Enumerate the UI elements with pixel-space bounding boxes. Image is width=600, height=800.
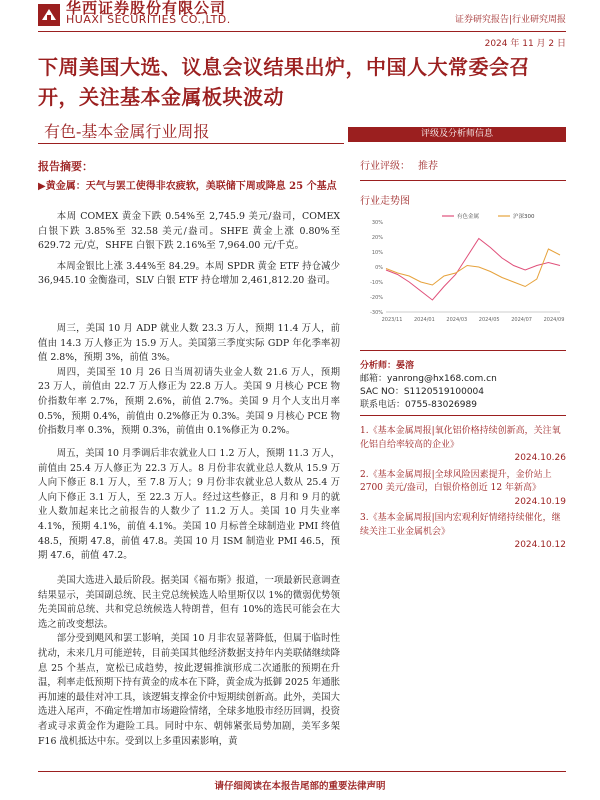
analyst-email[interactable]: 邮箱：yanrong@hx168.com.cn [360, 374, 497, 384]
series-line-2 [386, 249, 560, 287]
y-tick-label: -10% [370, 280, 383, 286]
chart-divider [360, 350, 566, 351]
related-report-title: 3.《基本金属周报|国内宏观利好情绪持续催化，继续关注工业金属机会》 [360, 513, 561, 537]
x-tick-label: 2024/05 [478, 317, 500, 323]
report-subtitle: 有色-基本金属行业周报 [44, 122, 210, 141]
analyst-name: 晏溶 [396, 361, 415, 371]
related-report-date: 2024.10.26 [514, 453, 566, 463]
related-report-title: 1.《基本金属周报|氧化铝价格持续创新高，关注氧化铝自给率较高的企业》 [360, 426, 561, 450]
related-report-date: 2024.10.19 [514, 496, 566, 507]
trend-chart-svg [360, 208, 566, 328]
analyst-phone: 联系电话：0755-83026989 [360, 400, 477, 410]
y-tick-label: 10% [371, 250, 383, 256]
paragraph: 本周金银比上涨 3.44%至 84.29。本周 SPDR 黄金 ETF 持仓减少 36,945.10 金衡盎司，SLV 白银 ETF 持仓增加 2,461,812.20 盎司。 [38, 260, 340, 287]
x-tick-label: 2023/11 [381, 317, 403, 323]
paragraph: 周四，美国至 10 月 26 日当周初请失业金人数 21.6 万人，预期 23 万人，前值由 22.7 万人修正为 22.8 万人。美国 9 月核心 PCE 物价指数年率 2.7%，预期 2.6%，前值 2.7%。美国 9 月个人支出月率 0.5%，预期 0.4%，前值由 0.2%修正为 0.3%。美国 9 月核心 PCE 物价指数月率 0.3%，预期 0.3%，前值由 0.1%修正为 0.2%。 [38, 366, 340, 437]
paragraph: 本周 COMEX 黄金下跌 0.54%至 2,745.9 美元/盎司，COMEX 白银下跌 3.85%至 32.58 美元/盎司。SHFE 黄金上涨 0.80%至 629.72 元/克，SHFE 白银下跌 2.16%至 7,964.00 元/千克。 [38, 211, 340, 252]
company-name-en: HUAXI SECURITIES CO.,LTD. [66, 13, 231, 26]
related-report-item[interactable] [360, 512, 566, 553]
related-reports [360, 425, 566, 556]
header-divider [38, 31, 566, 32]
analyst-sac: SAC NO：S1120519100004 [360, 387, 484, 397]
paragraph: 部分受到飓风和罢工影响，美国 10 月非农显著降低，但属于临时性扰动，未来几月可能逆转，目前美国其他经济数据支持年内美联储继续降息 25 个基点，宽松已成趋势，按此逻辑推演形成二次通胀的预期在升温，利率走低预期下持有黄金的成本在下降，黄金成为抵御 2025 年通胀再加速的最佳对冲工具，该逻辑支撑金价中短期续创新高。此外，美国大选进入尾声，不确定性增加市场避险情绪，全球多地股市经历回调，投资者或寻求黄金作为避险工具。同时中东、朝韩紧张局势加剧，美军多架 F16 战机抵达中东。受到以上多重因素影响，黄 [38, 633, 340, 747]
related-report-item[interactable] [360, 425, 566, 466]
industry-rating [360, 157, 446, 172]
paragraph: 周三，美国 10 月 ADP 就业人数 23.3 万人，预期 11.4 万人，前值由 14.3 万人修正为 15.9 万人。美国第三季度实际 GDP 年化季率初值 2.8%，预期 3%，前值 3%。 [38, 323, 340, 364]
company-name-cn: 华西证券股份有限公司 [66, 0, 227, 17]
company-logo-icon [38, 4, 60, 26]
paragraph: 周五，美国 10 月季调后非农就业人口 1.2 万人，预期 11.3 万人，前值由 25.4 万人修正为 22.3 万人。8 月份非农就业总人数从 15.9 万人向下修正 8.1 万人，至 7.8 万人；9 月份非农就业总人数从 25.4 万人向下修正 3.1 万人，至 22.3 万人。经过这些修正，8 月和 9 月的就业人数加起来比之前报告的人数少了 11.2 万人。美国 10 月失业率 4.1%，预期 4.1%，前值 4.1%。美国 10 月标普全球制造业 PMI 终值 48.5，预期 47.8，前值 47.8。美国 10 月 ISM 制造业 PMI 46.5，预期 47.6，前值 47.2。 [38, 448, 340, 562]
subtitle-divider [38, 143, 344, 144]
trend-chart [360, 208, 566, 328]
y-tick-label: -30% [370, 310, 383, 316]
analyst-divider [360, 415, 566, 416]
rating-value: 推荐 [418, 161, 438, 172]
x-tick-label: 2024/09 [543, 317, 565, 323]
summary-body-1 [38, 210, 340, 289]
related-report-date: 2024.10.12 [514, 540, 566, 550]
related-report-title: 2.《基本金属周报|全球风险因素提升，金价站上 2700 美元/盎司，白银价格创近 12 年新高》 [360, 469, 552, 493]
report-type: 证券研究报告|行业研究周报 [454, 15, 566, 25]
summary-body-2 [38, 322, 340, 439]
x-tick-label: 2024/01 [414, 317, 435, 323]
x-tick-label: 2024/07 [511, 317, 532, 323]
y-tick-label: 20% [371, 235, 383, 241]
trend-chart-title: 行业走势图 [360, 196, 410, 207]
analyst-label: 分析师： [360, 361, 397, 371]
summary-body-3 [38, 447, 340, 564]
y-tick-label: 0% [375, 265, 383, 271]
paragraph: 美国大选进入最后阶段。据美国《福布斯》报道，一项最新民意调查结果显示，美国副总统、民主党总统候选人哈里斯仅以 1%的微弱优势领先美国前总统、共和党总统候选人特朗普，但有 10%的选民可能会在大选之前改变想法。 [38, 575, 340, 630]
y-tick-label: -20% [370, 295, 383, 301]
related-report-item[interactable] [360, 469, 566, 510]
report-title: 下周美国大选、议息会议结果出炉，中国人大常委会召开，关注基本金属板块波动 [38, 55, 530, 109]
rating-divider [360, 180, 566, 181]
side-panel-header: 评级及分析师信息 [348, 127, 566, 142]
x-tick-label: 2024/03 [446, 317, 468, 323]
rating-label: 行业评级： [360, 161, 410, 172]
footer-disclaimer: 请仔细阅读在本报告尾部的重要法律声明 [214, 781, 386, 792]
analyst-line [360, 360, 566, 373]
report-date: 2024 年 11 月 2 日 [484, 39, 566, 49]
summary-body-4 [38, 574, 340, 749]
series-line-1 [386, 239, 560, 301]
analyst-info [360, 360, 566, 412]
summary-heading: 报告摘要： [38, 160, 93, 173]
key-point: ▶黄金属：天气与罢工使得非农疲软，美联储下周或降息 25 个基点 [38, 181, 337, 192]
footer-divider [38, 771, 566, 772]
legend-label: 沪深300 [513, 214, 535, 220]
legend-label: 有色金属 [457, 214, 480, 220]
y-tick-label: 30% [371, 220, 383, 226]
